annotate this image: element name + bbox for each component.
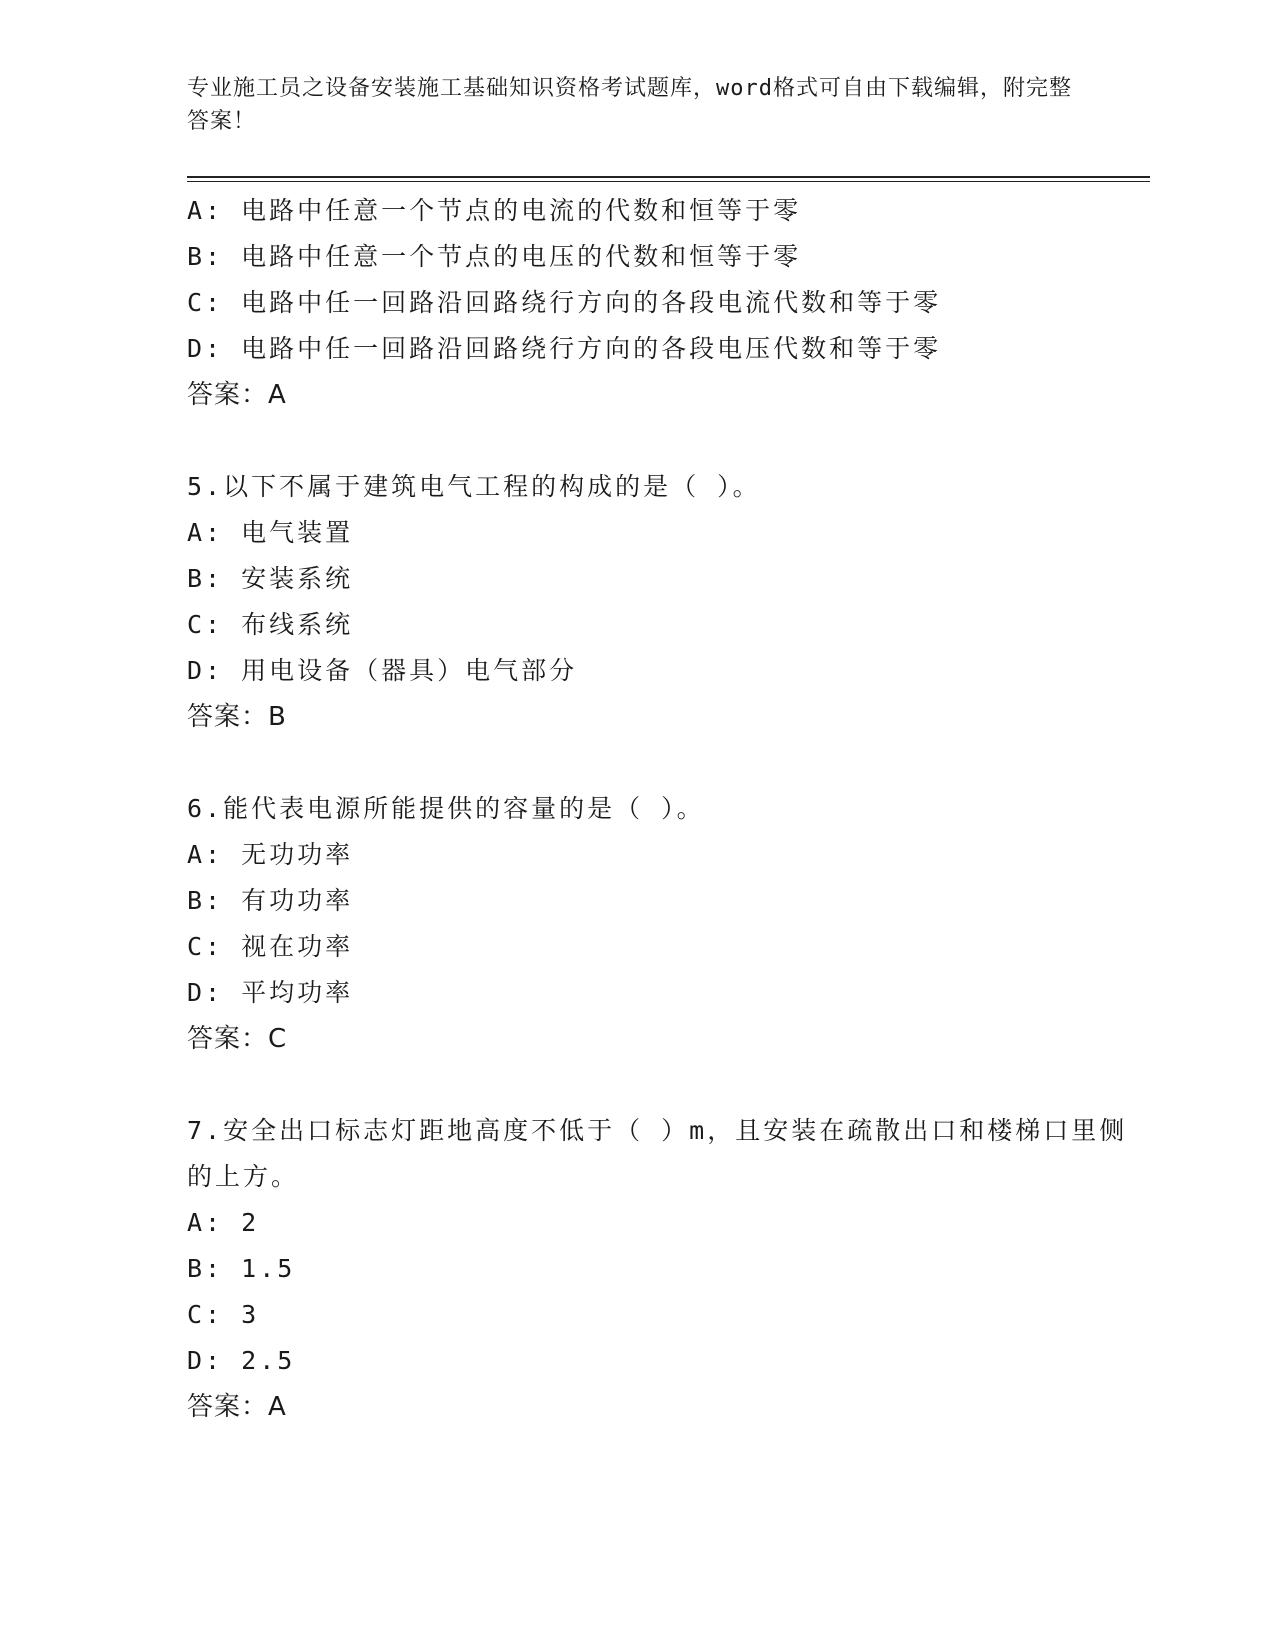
- spacer: [187, 1062, 1147, 1108]
- option-d: D: 用电设备（器具）电气部分: [187, 656, 578, 685]
- question-stem: 5.以下不属于建筑电气工程的构成的是（ ）。: [187, 472, 761, 501]
- question-6: [187, 786, 1147, 1062]
- question-stem: 6.能代表电源所能提供的容量的是（ ）。: [187, 794, 705, 823]
- option-a: A: 电气装置: [187, 518, 354, 547]
- header-divider: [187, 176, 1150, 182]
- question-stem: 7.安全出口标志灯距地高度不低于（ ）m，且安装在疏散出口和楼梯口里侧的上方。: [187, 1116, 1128, 1191]
- option-b: B: 有功功率: [187, 886, 354, 915]
- question-list: [187, 188, 1147, 1430]
- spacer: [187, 740, 1147, 786]
- document-header: 专业施工员之设备安装施工基础知识资格考试题库，word格式可自由下载编辑，附完整答案！: [187, 76, 1072, 134]
- option-c: C: 视在功率: [187, 932, 354, 961]
- option-b: B: 安装系统: [187, 564, 354, 593]
- spacer: [187, 418, 1147, 464]
- option-d: D: 平均功率: [187, 978, 354, 1007]
- option-d: D: 2.5: [187, 1346, 296, 1375]
- option-b: B: 电路中任意一个节点的电压的代数和恒等于零: [187, 242, 802, 271]
- option-c: C: 布线系统: [187, 610, 354, 639]
- option-a: A: 电路中任意一个节点的电流的代数和恒等于零: [187, 196, 802, 225]
- answer: 答案：C: [187, 1024, 288, 1054]
- option-d: D: 电路中任一回路沿回路绕行方向的各段电压代数和等于零: [187, 334, 942, 363]
- answer: 答案：A: [187, 1392, 287, 1422]
- answer: 答案：A: [187, 380, 287, 410]
- question-5: [187, 464, 1147, 740]
- option-c: C: 3: [187, 1300, 260, 1329]
- option-a: A: 2: [187, 1208, 260, 1237]
- option-c: C: 电路中任一回路沿回路绕行方向的各段电流代数和等于零: [187, 288, 942, 317]
- option-a: A: 无功功率: [187, 840, 354, 869]
- option-b: B: 1.5: [187, 1254, 296, 1283]
- answer: 答案：B: [187, 702, 287, 732]
- question-7: [187, 1108, 1147, 1430]
- question-4: [187, 188, 1147, 418]
